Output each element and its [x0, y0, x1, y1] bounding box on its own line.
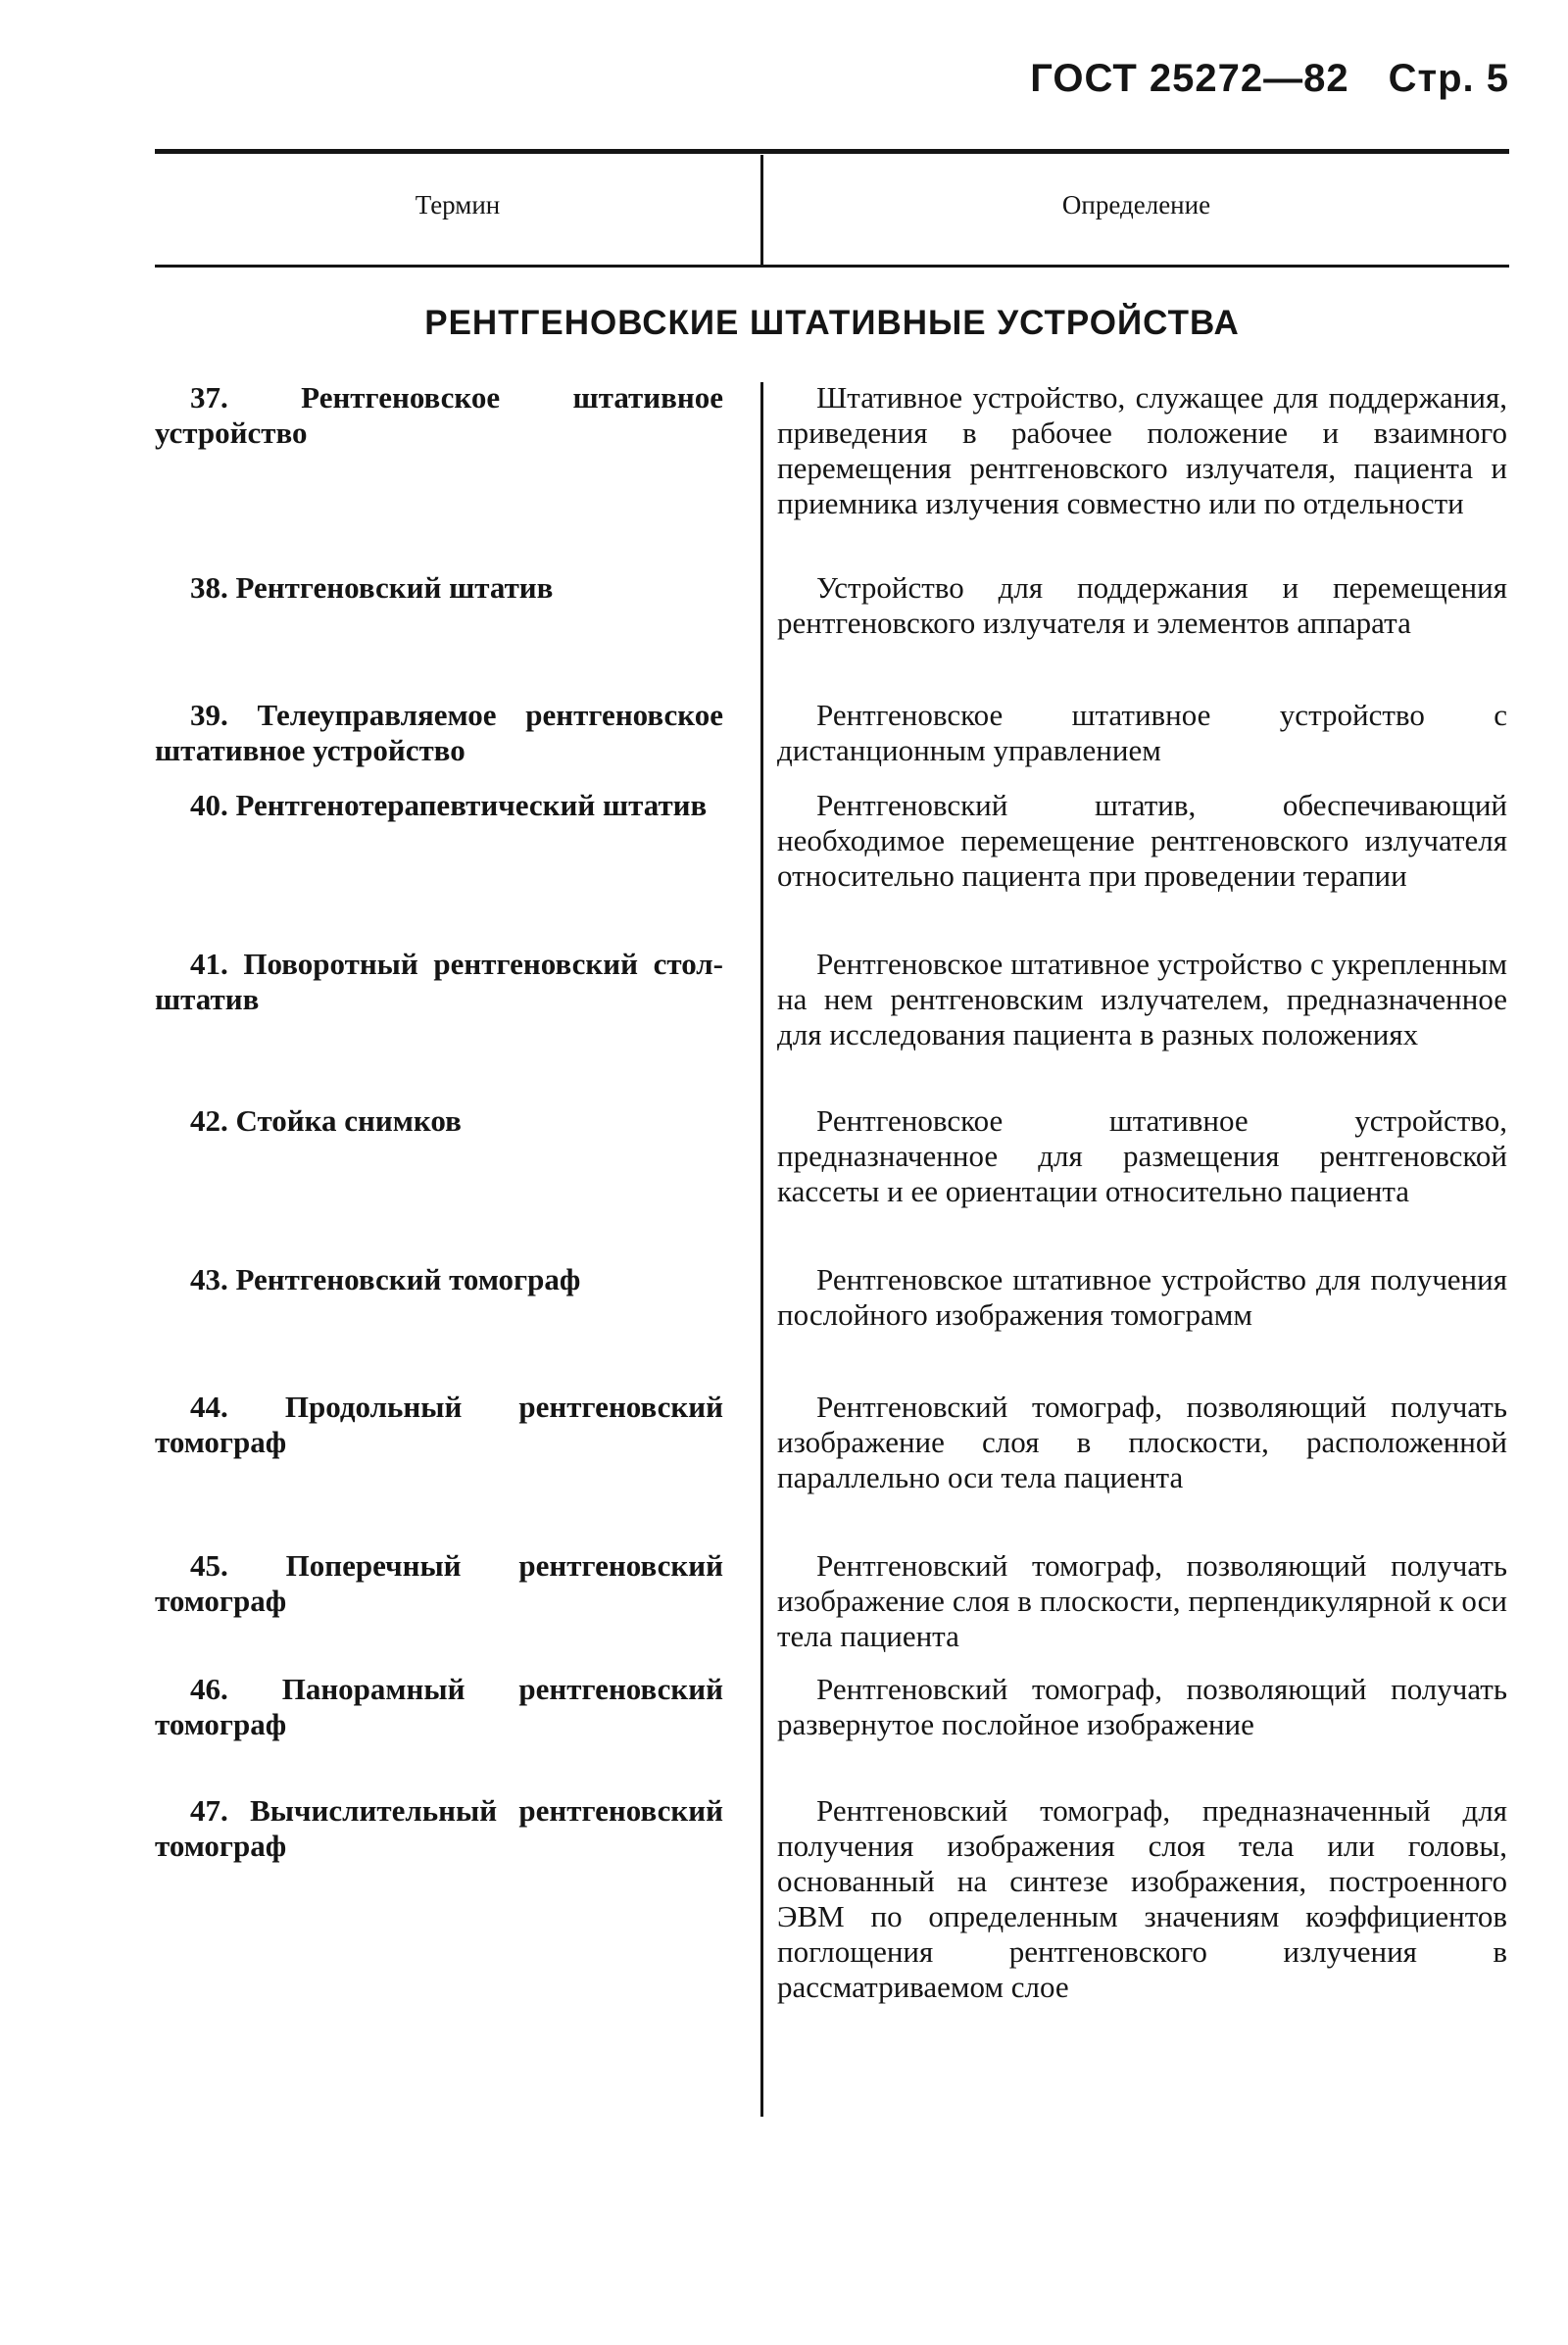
- definition-43: Рентгеновское штативное устройство для получения послойного изображения томограмм: [777, 1262, 1507, 1332]
- term-43: 43. Рентгеновский томограф: [190, 1262, 581, 1296]
- definition-45: Рентгеновский томограф, позволяющий получать изображение слоя в плоскости, перпендикулярной к оси тела пациента: [777, 1548, 1507, 1653]
- term-45: 45. Поперечный рентгеновский томограф: [155, 1548, 723, 1618]
- term-42: 42. Стойка снимков: [190, 1103, 462, 1138]
- definition-40: Рентгеновский штатив, обеспечивающий необходимое перемещение рентгеновского излучателя относительно пациента при проведении терапии: [777, 788, 1507, 893]
- definition-39: Рентгеновское штативное устройство с дистанционным управлением: [777, 698, 1507, 767]
- definition-37: Штативное устройство, служащее для поддержания, приведения в рабочее положение и взаимного перемещения рентгеновского излучателя, пациента и приемника излучения совместно или по отдельности: [777, 380, 1507, 520]
- column-header-definition: Определение: [1061, 190, 1211, 220]
- definition-41: Рентгеновское штативное устройство с укрепленным на нем рентгеновским излучателем, предназначенное для исследования пациента в разных положениях: [777, 947, 1507, 1051]
- column-header-term: Термин: [415, 190, 501, 220]
- definition-47: Рентгеновский томограф, предназначенный для получения изображения слоя тела или головы, основанный на синтезе изображения, построенного ЭВМ по определенным значениям коэффициентов поглощения рентгеновского излучения в рассматриваемом слое: [777, 1793, 1507, 2004]
- term-38: 38. Рентгеновский штатив: [190, 570, 554, 605]
- definition-38: Устройство для поддержания и перемещения рентгеновского излучателя и элементов аппарата: [777, 570, 1507, 640]
- body-column-divider: [760, 382, 763, 2117]
- definition-42: Рентгеновское штативное устройство, предназначенное для размещения рентгеновской кассеты и ее ориентации относительно пациента: [777, 1103, 1507, 1208]
- term-44: 44. Продольный рентгеновский томограф: [155, 1390, 723, 1459]
- page-number: Стр. 5: [1388, 57, 1509, 100]
- standard-number: ГОСТ 25272—82: [1030, 57, 1349, 100]
- running-header: [1030, 57, 1509, 101]
- term-47: 47. Вычислительный рентгеновский томограф: [155, 1793, 723, 1863]
- table-top-rule: [155, 149, 1509, 154]
- term-46: 46. Панорамный рентгеновский томограф: [155, 1672, 723, 1741]
- term-39: 39. Телеуправляемое рентгеновское штативное устройство: [155, 698, 723, 767]
- section-title: РЕНТГЕНОВСКИЕ ШТАТИВНЫЕ УСТРОЙСТВА: [424, 304, 1240, 342]
- definition-46: Рентгеновский томограф, позволяющий получать развернутое послойное изображение: [777, 1672, 1507, 1741]
- term-40: 40. Рентгенотерапевтический штатив: [190, 788, 708, 822]
- table-header-rule: [155, 265, 1509, 268]
- term-41: 41. Поворотный рентгеновский стол-штатив: [155, 947, 723, 1016]
- definition-44: Рентгеновский томограф, позволяющий получать изображение слоя в плоскости, расположенной параллельно оси тела пациента: [777, 1390, 1507, 1494]
- term-37: 37. Рентгеновское штативное устройство: [155, 380, 723, 450]
